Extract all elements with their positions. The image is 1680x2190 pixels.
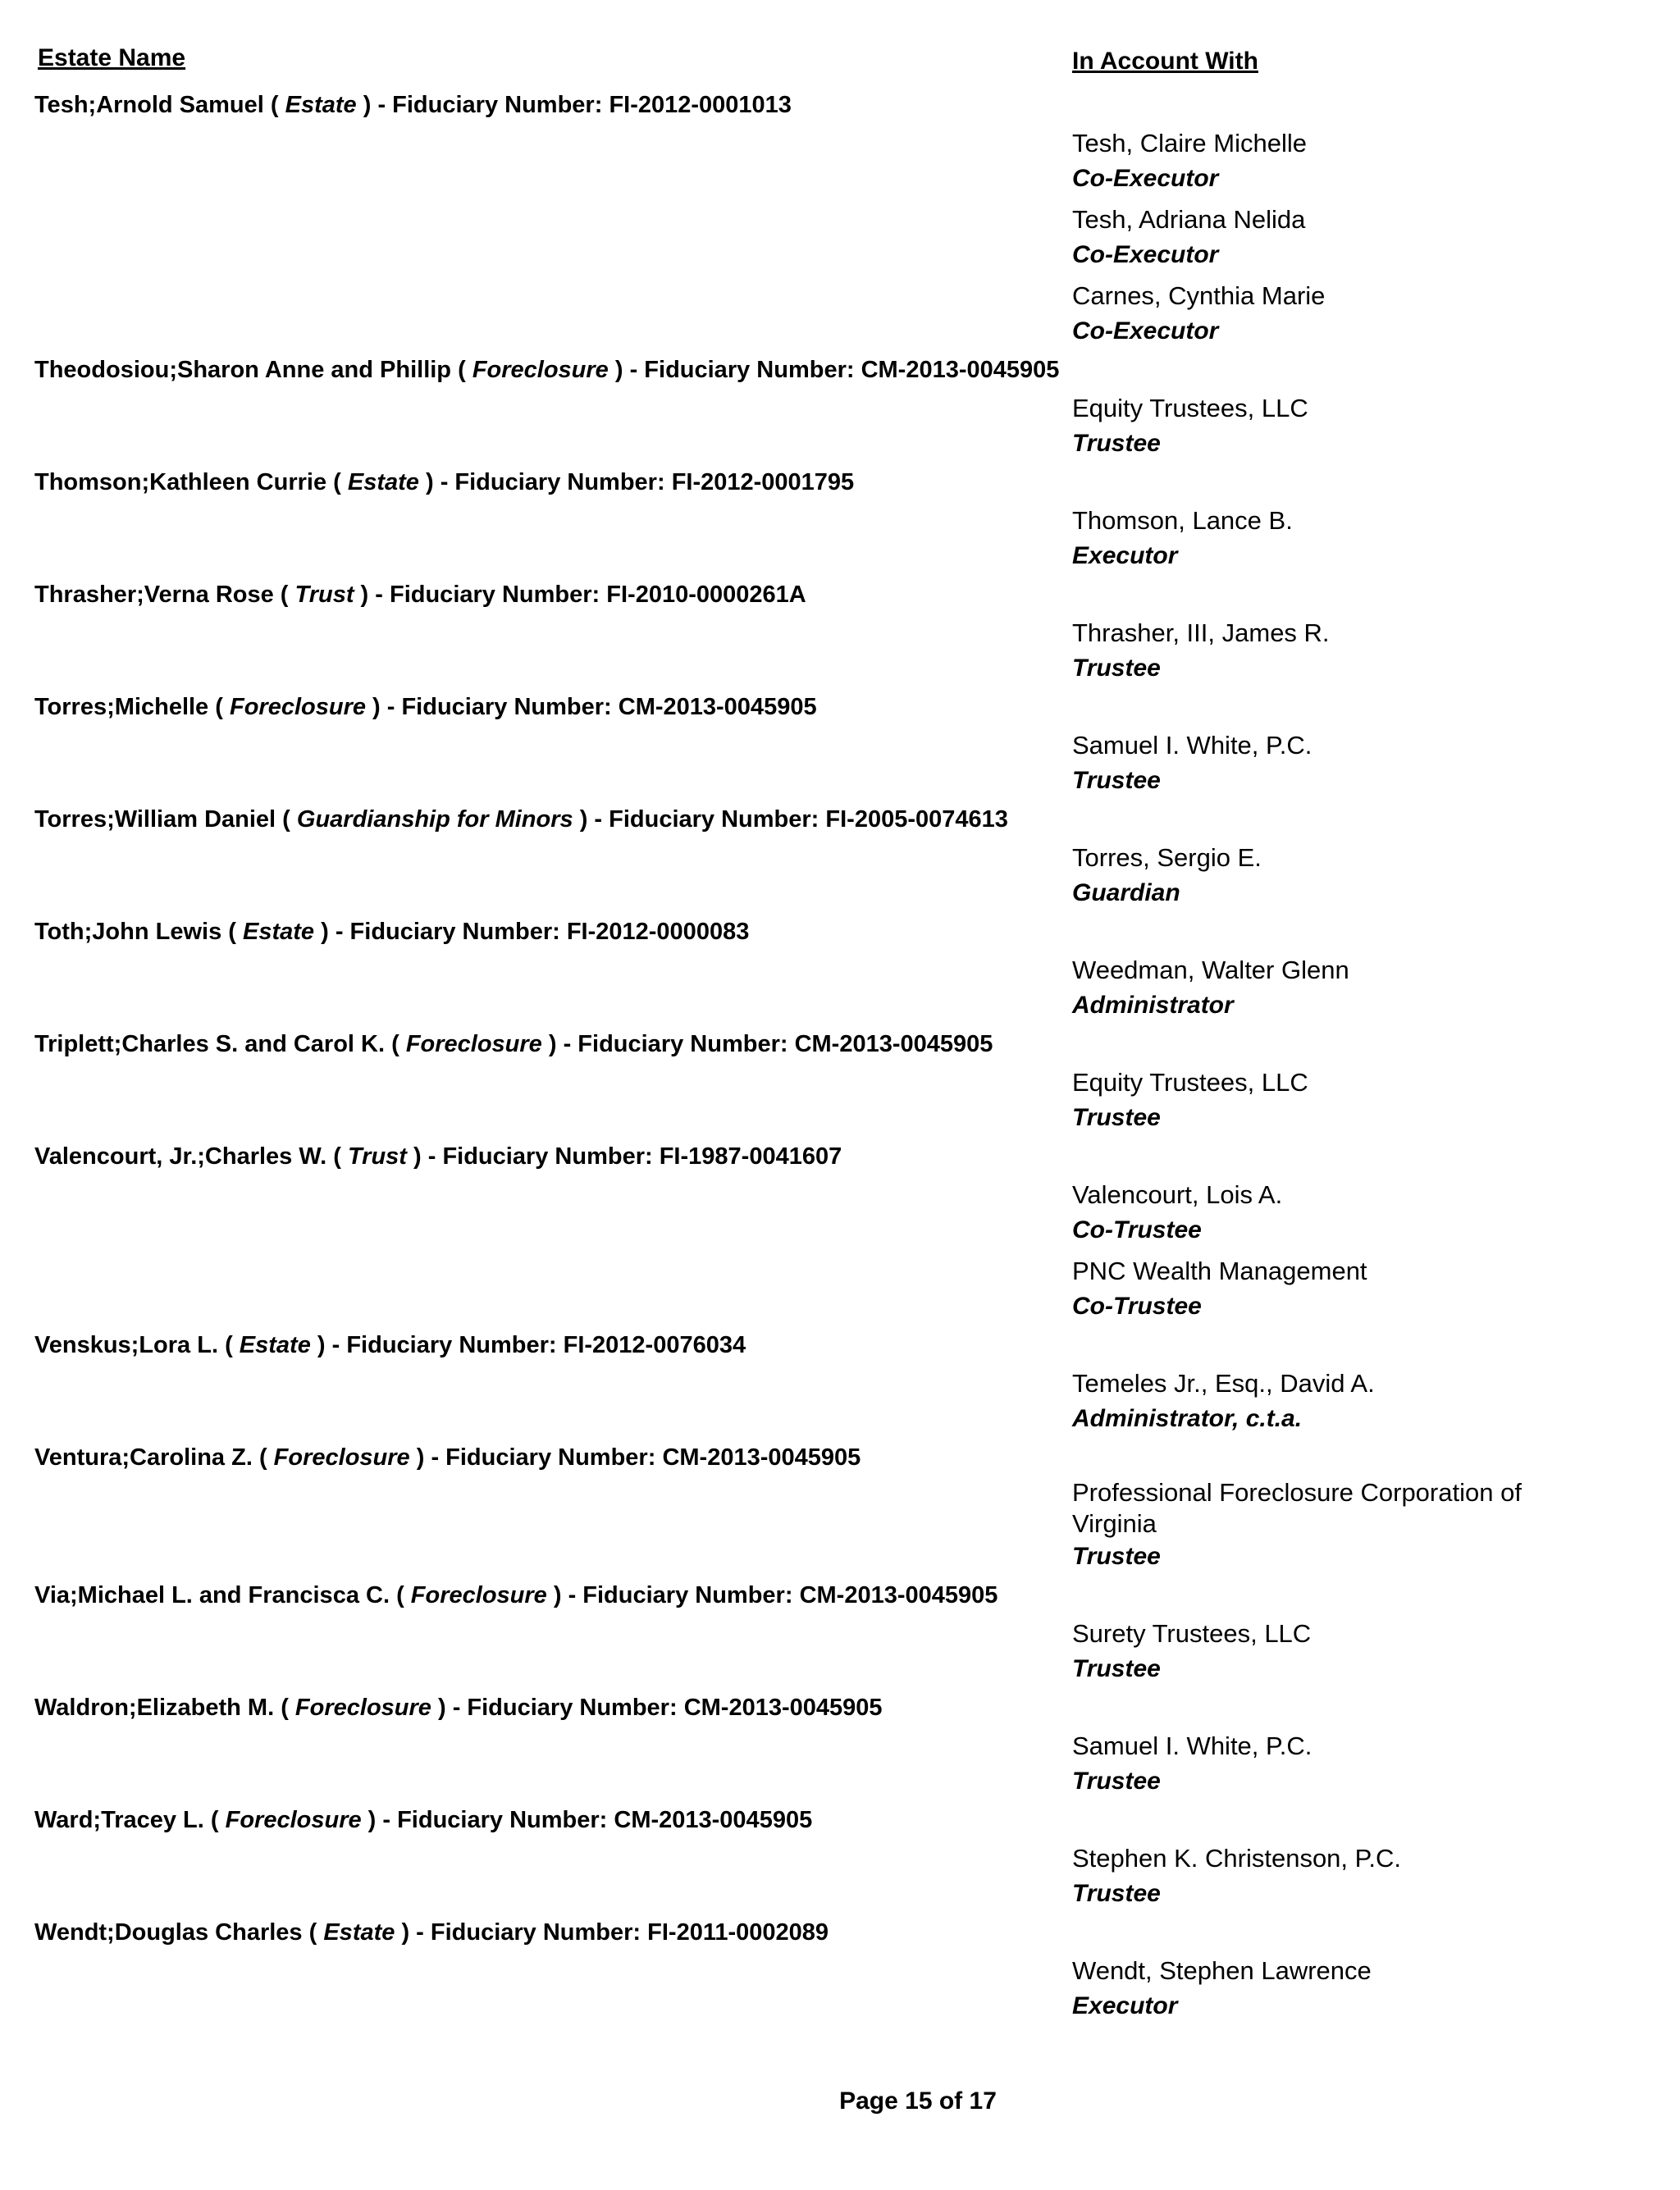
estate-name: Tesh;Arnold Samuel [34, 92, 264, 118]
fiduciary-name: Equity Trustees, LLC [1072, 1068, 1308, 1097]
fiduciary-name: Equity Trustees, LLC [1072, 394, 1308, 422]
estate-entry [34, 1028, 1642, 1140]
fiduciary-role: Trustee [1072, 1543, 1161, 1570]
fiduciary-list [1072, 839, 1642, 915]
estate-name: Thrasher;Verna Rose [34, 582, 274, 608]
estate-name: Valencourt, Jr.;Charles W. [34, 1143, 327, 1170]
fiduciary-list [1072, 727, 1642, 803]
estate-line: Valencourt, Jr.;Charles W. ( Trust ) - Fiduciary Number: FI-1987-0041607 [34, 1143, 842, 1170]
fiduciary-list [1072, 1840, 1642, 1916]
fiduciary-list [1072, 1365, 1642, 1441]
fiduciary-number: FI-2012-0000083 [566, 919, 750, 945]
estate-type: Foreclosure [472, 357, 609, 383]
estate-line: Torres;William Daniel ( Guardianship for Minors ) - Fiduciary Number: FI-2005-0074613 [34, 806, 1008, 833]
estate-type: Foreclosure [225, 1807, 362, 1833]
estate-line: Toth;John Lewis ( Estate ) - Fiduciary Number: FI-2012-0000083 [34, 919, 750, 945]
estate-entry [34, 1441, 1642, 1579]
estate-name: Torres;William Daniel [34, 806, 276, 833]
fiduciary-name: Temeles Jr., Esq., David A. [1072, 1369, 1375, 1398]
estate-entry [34, 1579, 1642, 1691]
fiduciary-list [1072, 1176, 1642, 1329]
estate-name: Ward;Tracey L. [34, 1807, 204, 1833]
estate-line: Waldron;Elizabeth M. ( Foreclosure ) - Fiduciary Number: CM-2013-0045905 [34, 1695, 883, 1721]
estate-entry [34, 1691, 1642, 1804]
fiduciary-role: Trustee [1072, 655, 1161, 682]
estate-line: Wendt;Douglas Charles ( Estate ) - Fiduciary Number: FI-2011-0002089 [34, 1919, 829, 1946]
fiduciary-role: Co-Trustee [1072, 1216, 1202, 1243]
fiduciary-role: Trustee [1072, 1104, 1161, 1131]
fiduciary-number: CM-2013-0045905 [614, 1807, 813, 1833]
fiduciary-number: FI-2012-0001013 [609, 92, 792, 118]
fiduciary-list [1072, 1477, 1642, 1579]
estate-line: Theodosiou;Sharon Anne and Phillip ( Foreclosure ) - Fiduciary Number: CM-2013-0045905 [34, 357, 1060, 383]
fiduciary-name: Valencourt, Lois A. [1072, 1180, 1283, 1209]
fiduciary-name: Samuel I. White, P.C. [1072, 731, 1312, 760]
fiduciary-name: Torres, Sergio E. [1072, 843, 1262, 872]
fiduciary-role: Trustee [1072, 1655, 1161, 1682]
estate-list [34, 89, 1642, 2028]
fiduciary-name: Tesh, Adriana Nelida [1072, 205, 1306, 234]
fiduciary-name: Thrasher, III, James R. [1072, 618, 1330, 647]
estate-line: Via;Michael L. and Francisca C. ( Foreclosure ) - Fiduciary Number: CM-2013-0045905 [34, 1582, 998, 1608]
estate-line: Tesh;Arnold Samuel ( Estate ) - Fiduciary Number: FI-2012-0001013 [34, 92, 792, 118]
estate-name: Waldron;Elizabeth M. [34, 1695, 275, 1721]
estate-name: Wendt;Douglas Charles [34, 1919, 303, 1946]
estate-type: Foreclosure [273, 1444, 410, 1471]
estate-type: Guardianship for Minors [296, 806, 573, 833]
fiduciary-role: Co-Trustee [1072, 1293, 1202, 1320]
estate-line: Thrasher;Verna Rose ( Trust ) - Fiduciary Number: FI-2010-0000261A [34, 582, 806, 608]
fiduciary-list [1072, 1727, 1642, 1804]
fiduciary-name: Professional Foreclosure Corporation of Virginia [1072, 1478, 1522, 1538]
fiduciary-role: Guardian [1072, 879, 1180, 906]
fiduciary-role: Administrator [1072, 992, 1234, 1019]
fiduciary-name: Tesh, Claire Michelle [1072, 129, 1307, 157]
fiduciary-role: Co-Executor [1072, 241, 1219, 268]
fiduciary-role: Executor [1072, 542, 1178, 569]
fiduciary-list [1072, 614, 1642, 691]
fiduciary-number: FI-2010-0000261A [606, 582, 806, 608]
fiduciary-number: FI-2012-0076034 [563, 1332, 746, 1358]
estate-type: Estate [347, 469, 419, 495]
fiduciary-role: Trustee [1072, 430, 1161, 457]
fiduciary-role: Trustee [1072, 1768, 1161, 1795]
estate-name: Torres;Michelle [34, 694, 209, 720]
fiduciary-number: FI-2012-0001795 [671, 469, 855, 495]
estate-line: Ventura;Carolina Z. ( Foreclosure ) - Fiduciary Number: CM-2013-0045905 [34, 1444, 861, 1471]
fiduciary-name: PNC Wealth Management [1072, 1257, 1367, 1285]
estate-name: Ventura;Carolina Z. [34, 1444, 253, 1471]
estate-entry [34, 691, 1642, 803]
fiduciary-role: Executor [1072, 1992, 1178, 2019]
estate-entry [34, 915, 1642, 1028]
fiduciary-number: CM-2013-0045905 [799, 1582, 998, 1608]
fiduciary-number: FI-2011-0002089 [647, 1919, 829, 1946]
fiduciary-role: Trustee [1072, 767, 1161, 794]
fiduciary-list [1072, 951, 1642, 1028]
fiduciary-name: Weedman, Walter Glenn [1072, 956, 1349, 984]
estate-name: Theodosiou;Sharon Anne and Phillip [34, 357, 452, 383]
fiduciary-name: Carnes, Cynthia Marie [1072, 281, 1326, 310]
estate-name: Venskus;Lora L. [34, 1332, 219, 1358]
fiduciary-name: Thomson, Lance B. [1072, 506, 1293, 535]
fiduciary-name: Wendt, Stephen Lawrence [1072, 1956, 1372, 1985]
estate-type: Trust [294, 582, 354, 608]
estate-type: Trust [347, 1143, 407, 1170]
fiduciary-number: CM-2013-0045905 [683, 1695, 883, 1721]
estate-type: Foreclosure [410, 1582, 547, 1608]
fiduciary-list [1072, 390, 1642, 466]
fiduciary-list [1072, 125, 1642, 354]
fiduciary-list [1072, 1615, 1642, 1691]
fiduciary-role: Co-Executor [1072, 317, 1219, 344]
estate-entry [34, 1916, 1642, 2028]
fiduciary-number: FI-1987-0041607 [659, 1143, 842, 1170]
estate-line: Triplett;Charles S. and Carol K. ( Foreclosure ) - Fiduciary Number: CM-2013-0045905 [34, 1031, 993, 1057]
fiduciary-number: FI-2005-0074613 [825, 806, 1008, 833]
in-account-with-header: In Account With [1072, 48, 1258, 75]
estate-type: Foreclosure [405, 1031, 542, 1057]
estate-entry [34, 578, 1642, 691]
estate-name: Triplett;Charles S. and Carol K. [34, 1031, 386, 1057]
fiduciary-name: Samuel I. White, P.C. [1072, 1731, 1312, 1760]
fiduciary-name: Surety Trustees, LLC [1072, 1619, 1312, 1648]
fiduciary-list [1072, 1064, 1642, 1140]
page-number: Page 15 of 17 [839, 2087, 997, 2115]
estate-line: Torres;Michelle ( Foreclosure ) - Fiduciary Number: CM-2013-0045905 [34, 694, 817, 720]
estate-name: Thomson;Kathleen Currie [34, 469, 327, 495]
page-footer [0, 2087, 1680, 2115]
estate-line: Venskus;Lora L. ( Estate ) - Fiduciary Number: FI-2012-0076034 [34, 1332, 746, 1358]
estate-name-header: Estate Name [38, 44, 186, 71]
fiduciary-list [1072, 502, 1642, 578]
estate-entry [34, 803, 1642, 915]
estate-name: Via;Michael L. and Francisca C. [34, 1582, 390, 1608]
estate-name: Toth;John Lewis [34, 919, 222, 945]
estate-entry [34, 466, 1642, 578]
estate-type: Foreclosure [229, 694, 366, 720]
fiduciary-name: Stephen K. Christenson, P.C. [1072, 1844, 1401, 1873]
estate-type: Foreclosure [294, 1695, 431, 1721]
estate-entry [34, 1804, 1642, 1916]
estate-line: Thomson;Kathleen Currie ( Estate ) - Fiduciary Number: FI-2012-0001795 [34, 469, 855, 495]
estate-entry [34, 89, 1642, 354]
fiduciary-number: CM-2013-0045905 [662, 1444, 861, 1471]
estate-type: Estate [243, 919, 315, 945]
estate-type: Estate [239, 1332, 311, 1358]
fiduciary-number: CM-2013-0045905 [794, 1031, 993, 1057]
fiduciary-number: CM-2013-0045905 [861, 357, 1060, 383]
estate-entry [34, 354, 1642, 466]
fiduciary-role: Trustee [1072, 1880, 1161, 1907]
fiduciary-role: Co-Executor [1072, 165, 1219, 192]
estate-entry [34, 1140, 1642, 1329]
estate-line: Ward;Tracey L. ( Foreclosure ) - Fiduciary Number: CM-2013-0045905 [34, 1807, 813, 1833]
fiduciary-number: CM-2013-0045905 [618, 694, 817, 720]
estate-type: Estate [323, 1919, 395, 1946]
fiduciary-list [1072, 1952, 1642, 2028]
estate-entry [34, 1329, 1642, 1441]
estate-type: Estate [285, 92, 357, 118]
fiduciary-role: Administrator, c.t.a. [1072, 1405, 1303, 1432]
